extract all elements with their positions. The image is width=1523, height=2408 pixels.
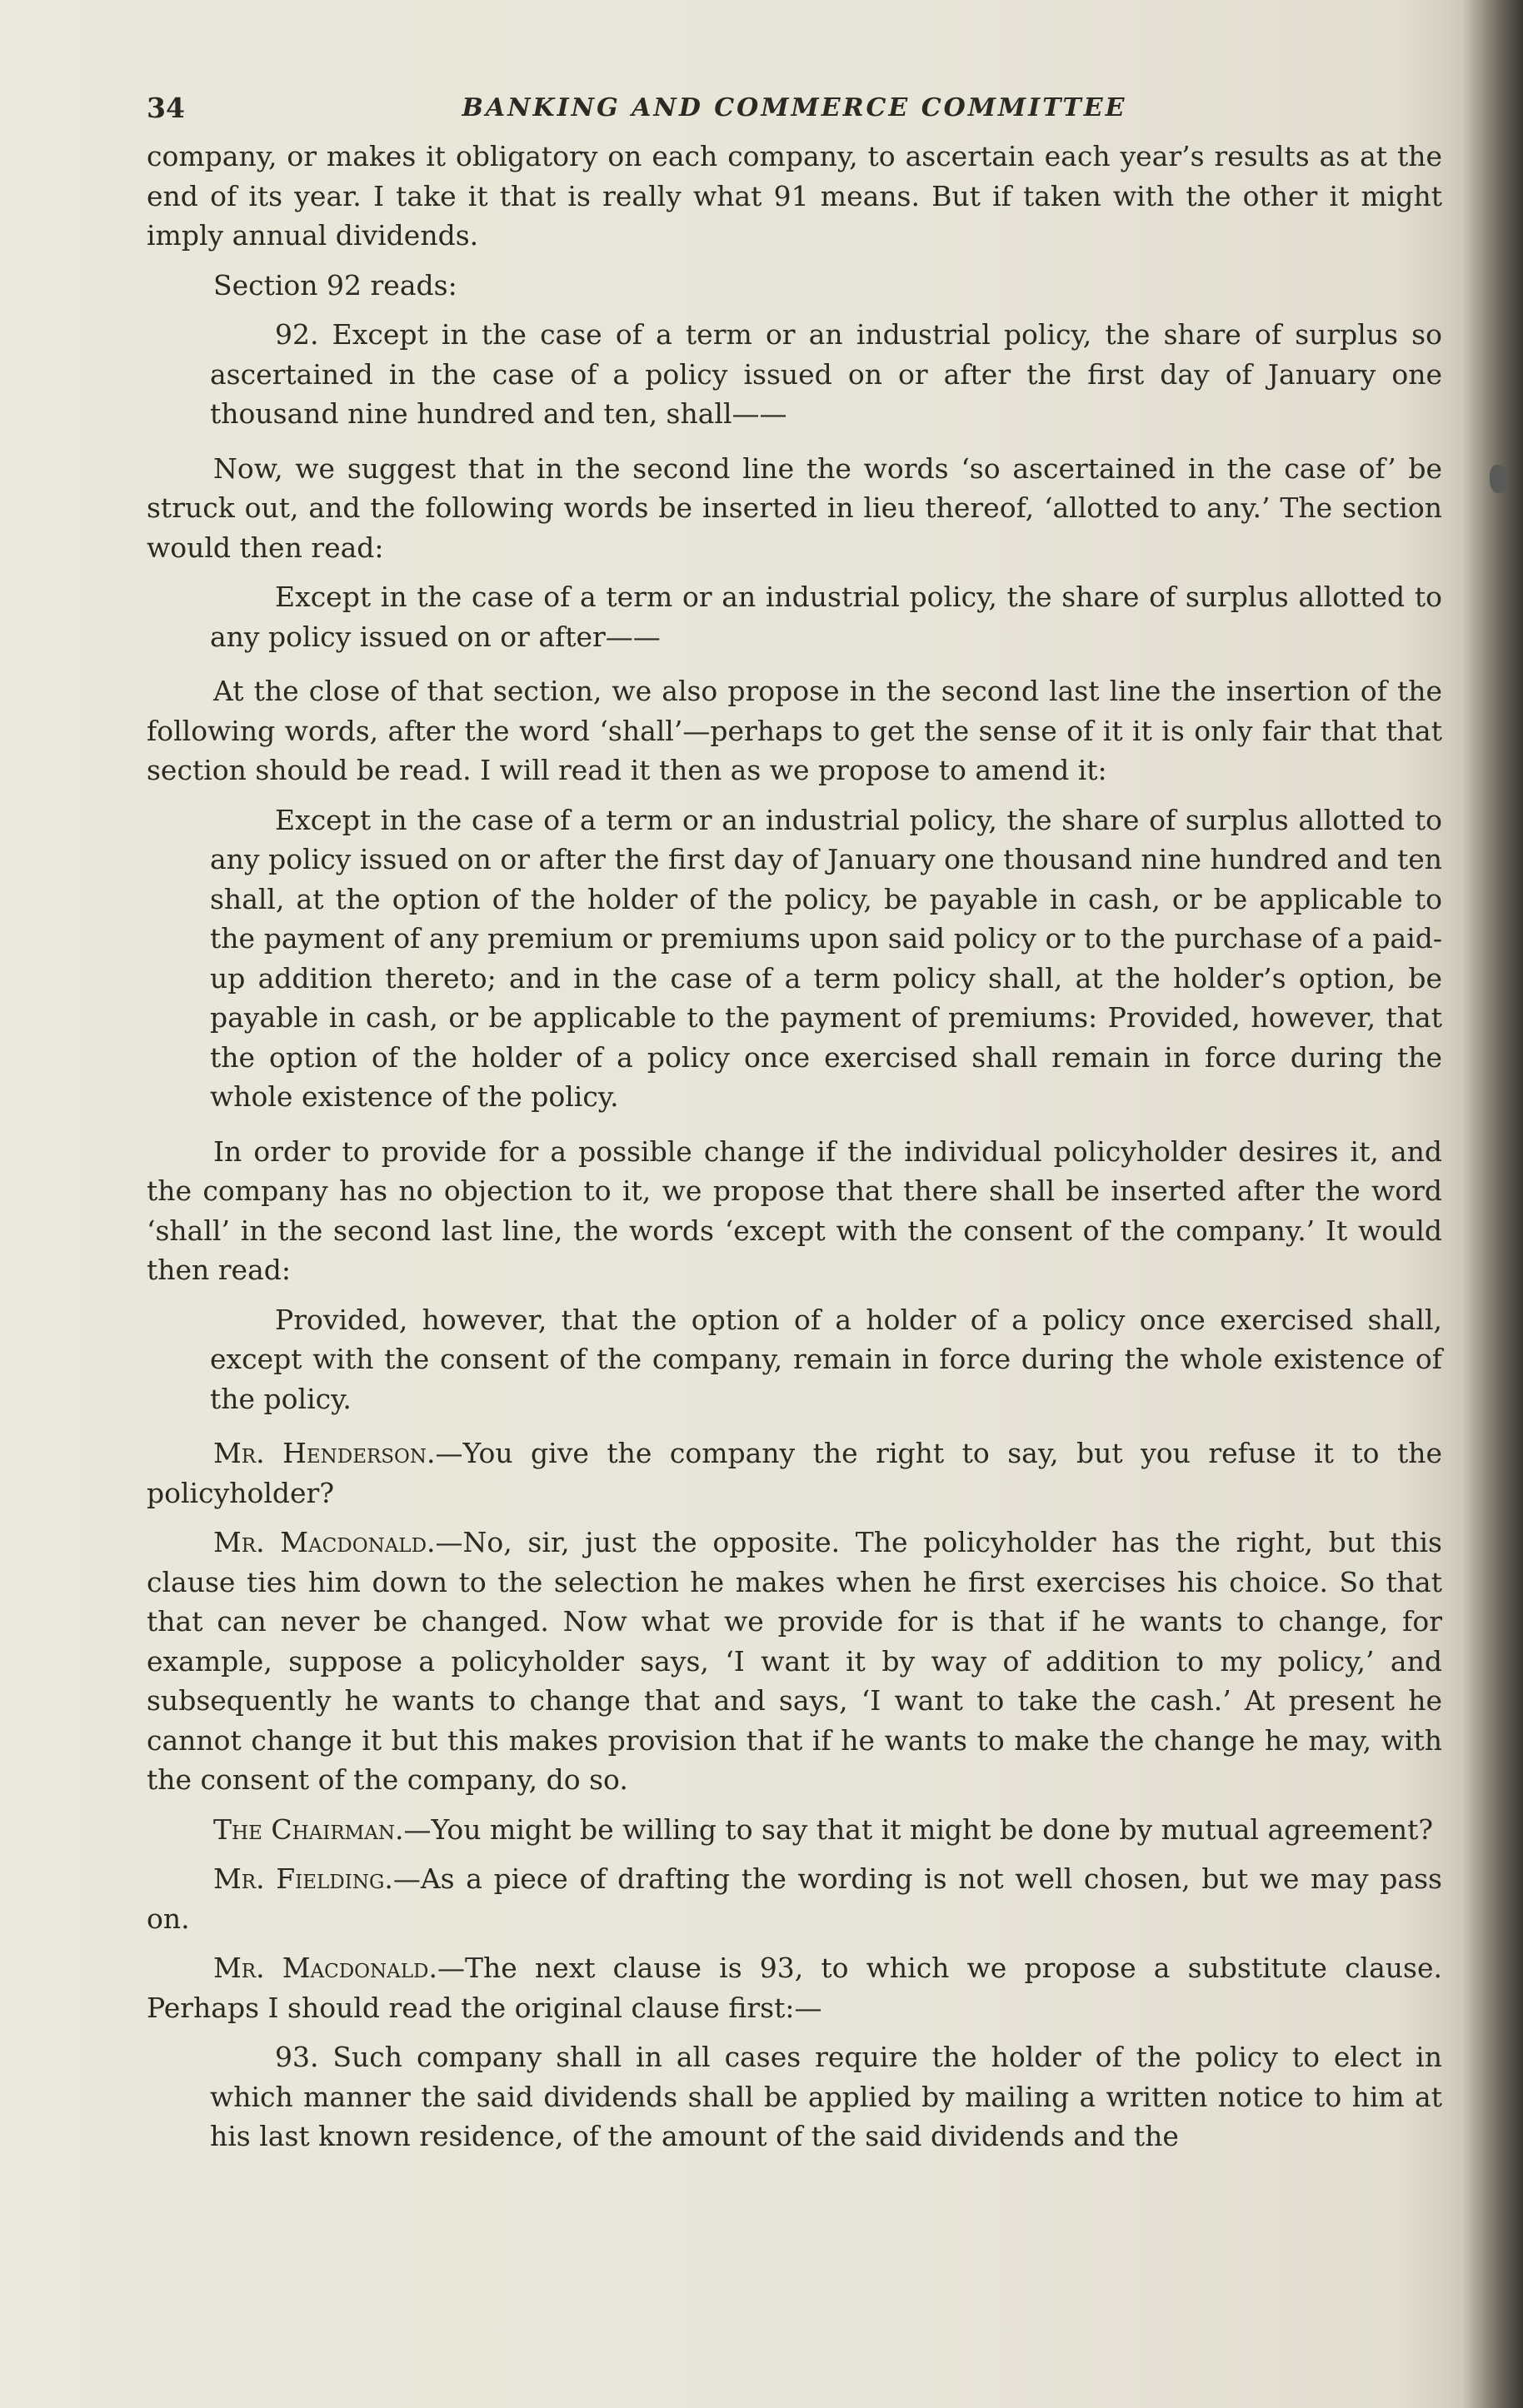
page-header [147, 87, 1442, 137]
page-content [147, 87, 1442, 2171]
speaker-name: Mr. Henderson. [213, 1437, 436, 1469]
paragraph: At the close of that section, we also propose in the second last line the insertion of the following words, after the word ‘shall’—perhaps to get the sense of it it is only fair that that section should be read. I will read it then as we propose to amend it: [147, 675, 1442, 786]
speech-text: —You give the company the right to say, but you refuse it to the policyholder? [147, 1437, 1442, 1509]
running-title: BANKING AND COMMERCE COMMITTEE [462, 93, 1127, 122]
dialogue-entry [147, 1433, 1442, 1513]
dialogue-entry [147, 1810, 1442, 1850]
speech-text: —The next clause is 93, to which we propose a substitute clause. Perhaps I should read the original clause first:— [147, 1952, 1442, 2024]
body-text [147, 137, 1442, 2156]
paragraph: Now, we suggest that in the second line the words ‘so ascertained in the case of’ be struck out, and the following words be inserted in lieu thereof, ‘allotted to any.’ The section would then read: [147, 451, 1442, 564]
speech-text: —You might be willing to say that it might be done by mutual agreement? [403, 1812, 1434, 1846]
speaker-name: Mr. Macdonald. [213, 1526, 436, 1558]
quoted-clause: Except in the case of a term or an industrial policy, the share of surplus allotted to any policy issued on or after—— [210, 581, 1442, 653]
quoted-clause: Except in the case of a term or an industrial policy, the share of surplus allotted to any policy issued on or after the first day of January one thousand nine hundred and ten shall, at the option of the holder of the policy, be payable in cash, or be applicable to the payment of any premium or premiums upon said policy or to the purchase of a paid-up addition thereto; and in the case of a term policy shall, at the holder’s option, be payable in cash, or be applicable to the payment of premiums: Provided, however, that the option of the holder of a policy once exercised shall remain in force during the whole existence of the policy. [210, 803, 1442, 1113]
speech-text: —No, sir, just the opposite. The policyholder has the right, but this clause ties him down to the selection he makes when he first exercises his choice. So that that can never be changed. Now what we provide for is that if he wants to change, for example, suppose a policyholder says, ‘I want it by way of addition to my policy,’ and subsequently he wants to change that and says, ‘I want to take the cash.’ At present he cannot change it but this makes provision that if he wants to make the change he may, with the consent of the company, do so. [147, 1526, 1442, 1796]
dialogue-entry [147, 1859, 1442, 1938]
dialogue-entry [147, 1948, 1442, 2027]
quoted-clause: Provided, however, that the option of a holder of a policy once exercised shall, except with the consent of the company, remain in force during the whole existence of the policy. [210, 1303, 1442, 1415]
speaker-name: Mr. Fielding. [213, 1862, 393, 1895]
dialogue-entry [147, 1523, 1442, 1800]
paragraph: In order to provide for a possible change if the individual policyholder desires it, and the company has no objection to it, we propose that there shall be inserted after the word ‘shall’ in the second last line, the words ‘except with the consent of the company.’ It would then read: [147, 1134, 1442, 1286]
speaker-name: The Chairman. [213, 1812, 404, 1846]
speech-text: —As a piece of drafting the wording is not well chosen, but we may pass on. [147, 1862, 1442, 1935]
paragraph: company, or makes it obligatory on each company, to ascertain each year’s results as at the end of its year. I take it that is really what 91 means. But if taken with the other it might imply annual dividends. [147, 140, 1442, 252]
quoted-clause: 93. Such company shall in all cases require the holder of the policy to elect in which manner the said dividends shall be applied by mailing a written notice to him at his last known residence, of the amount of the said dividends and the [210, 2041, 1442, 2152]
paragraph: Section 92 reads: [213, 268, 457, 302]
quoted-clause: 92. Except in the case of a term or an industrial policy, the share of surplus so ascertained in the case of a policy issued on or after the first day of January one thousand nine hundred and ten, shall—— [210, 318, 1442, 430]
speaker-name: Mr. Macdonald. [213, 1952, 437, 1984]
page-edge-mark [1490, 465, 1508, 493]
page-number: 34 [147, 92, 185, 124]
